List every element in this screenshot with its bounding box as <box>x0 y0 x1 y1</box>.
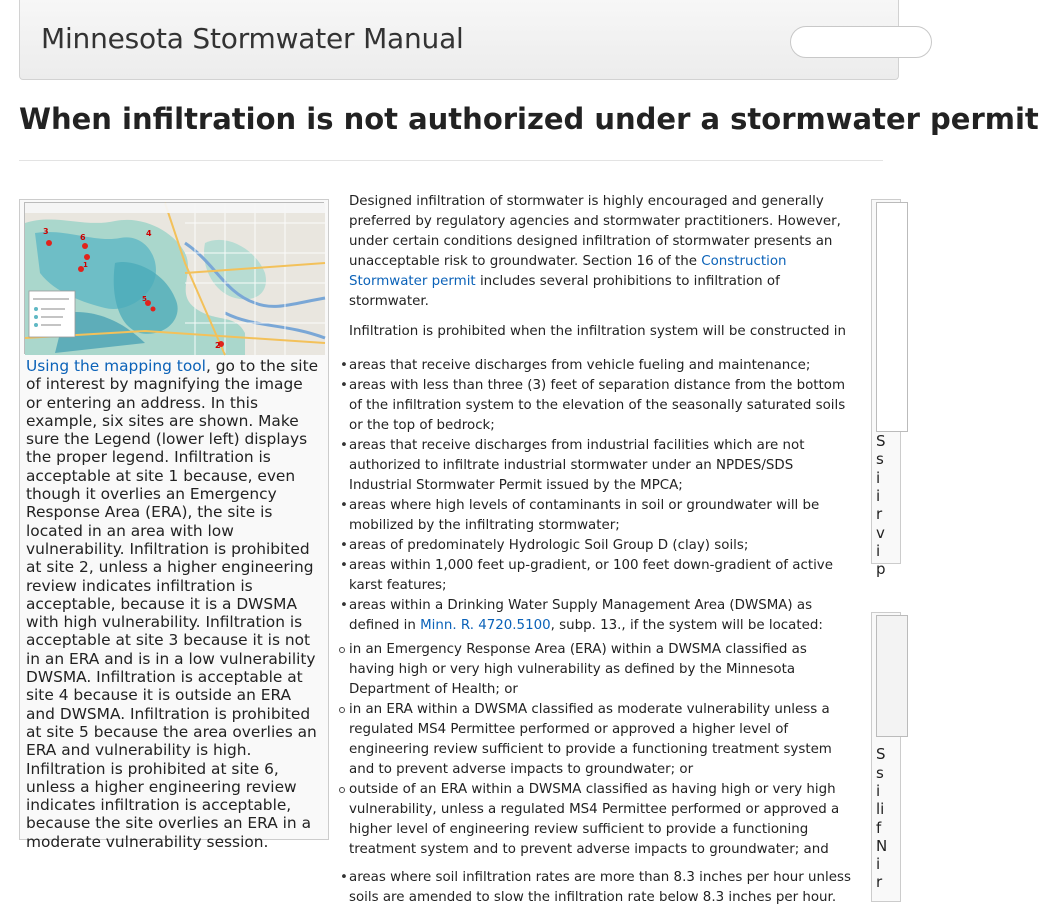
right-caption-fragment: r <box>876 873 883 891</box>
right-caption-fragment: i <box>876 782 881 800</box>
right-caption-fragment: N <box>876 837 888 855</box>
right-caption-fragment: S <box>876 432 886 450</box>
list-item: • areas where high levels of contaminants in soil or groundwater will be mobilized by the infiltrating stormwater; <box>349 496 855 536</box>
right-caption-fragment: p <box>876 560 886 578</box>
sub-list-item: in an ERA within a DWSMA classified as moderate vulnerability unless a regulated MS4 Permittee performed or approved a higher level of engineering review sufficient to provide a functioning treatment system and to prevent adverse impacts to groundwater; or <box>349 700 855 780</box>
caption-text: , go to the site of interest by magnifying the image or entering an address. In this example, six sites are shown. Make sure the Legend (lower left) displays the proper legend. Infiltration is acceptable at site 1 because, even though it overlies an Emergency Response Area (ERA), the site is located in an area with low vulnerability. Infiltration is prohibited at site 2, unless a higher engineering review indicates infiltration is acceptable, because it is a DWSMA with high vulnerability. Infiltration is acceptable at site 3 because it is not in an ERA and is in a low vulnerability DWSMA. Infiltration is acceptable at site 4 because it is outside an ERA and DWSMA. Infiltration is prohibited at site 5 because the area overlies an ERA and vulnerability is high. Infiltration is prohibited at site 6, unless a higher engineering review indicates infiltration is acceptable, because the site overlies an ERA in a moderate vulnerability session. <box>26 357 319 851</box>
list-item: • areas that receive discharges from industrial facilities which are not authorized to infiltrate industrial stormwater under an NPDES/SDS Industrial Stormwater Permit issued by the MPCA; <box>349 436 855 496</box>
right-caption-fragment: i <box>876 542 881 560</box>
right-caption-fragment: i <box>876 855 881 873</box>
map-marker-label: 6 <box>80 233 86 242</box>
mapping-tool-link[interactable]: Using the mapping tool <box>26 357 206 375</box>
right-caption-fragment: r <box>876 505 883 523</box>
right-figure-image-2[interactable] <box>876 615 908 737</box>
site-title-link[interactable]: Minnesota Stormwater Manual <box>41 22 464 55</box>
prohibition-list <box>349 356 855 636</box>
article-body <box>349 192 855 908</box>
construction-permit-link[interactable]: Construction Stormwater permit <box>349 254 787 289</box>
figure-caption <box>26 357 322 851</box>
list-item: • areas of predominately Hydrologic Soil Group D (clay) soils; <box>349 536 855 556</box>
intro-text: Designed infiltration of stormwater is highly encouraged and generally preferred by regulatory agencies and stormwater practitioners. However, under certain conditions designed infiltration of stormwater presents an unacceptable risk to groundwater. Section 16 of the <box>349 194 841 269</box>
page-title: When infiltration is not authorized under a stormwater permit <box>19 102 1039 136</box>
map-marker-label: 2 <box>215 341 221 350</box>
dwsma-sublist <box>349 640 855 860</box>
right-caption-fragment: S <box>876 745 886 763</box>
search-input[interactable] <box>790 26 932 58</box>
list-item: • areas where soil infiltration rates are more than 8.3 inches per hour unless soils are amended to slow the infiltration rate below 8.3 inches per hour. <box>349 868 855 908</box>
intro-text-end: includes several prohibitions to infiltration of stormwater. <box>349 274 780 309</box>
list-item: • areas with less than three (3) feet of separation distance from the bottom of the infiltration system to the elevation of the seasonally saturated soils or the top of bedrock; <box>349 376 855 436</box>
right-caption-fragment: s <box>876 450 884 468</box>
prohibition-intro: Infiltration is prohibited when the infiltration system will be constructed in <box>349 324 846 339</box>
map-marker-label: 3 <box>43 227 49 236</box>
site-header <box>19 0 899 80</box>
map-marker-label: 1 <box>83 261 88 269</box>
right-caption-fragment: v <box>876 524 885 542</box>
list-item: • areas within 1,000 feet up-gradient, or 100 feet down-gradient of active karst features; <box>349 556 855 596</box>
map-image[interactable] <box>24 202 324 354</box>
right-caption-fragment: i <box>876 469 881 487</box>
list-item: • areas that receive discharges from vehicle fueling and maintenance; <box>349 356 855 376</box>
prohibition-list-end <box>349 868 855 908</box>
intro-paragraph <box>349 192 855 312</box>
dwsma-text-end: , subp. 13., if the system will be located: <box>550 618 823 633</box>
figure-thumbnail <box>19 199 329 851</box>
dwsma-text: areas within a Drinking Water Supply Management Area (DWSMA) as defined in <box>349 598 813 633</box>
map-marker-label: 4 <box>146 229 152 238</box>
right-caption-fragment: s <box>876 764 884 782</box>
right-caption-fragment: li <box>876 800 885 818</box>
right-caption-fragment: i <box>876 487 881 505</box>
sub-list-item: in an Emergency Response Area (ERA) within a DWSMA classified as having high or very high vulnerability as defined by the Minnesota Department of Health; or <box>349 640 855 700</box>
map-marker-label: 5 <box>142 295 147 303</box>
title-divider <box>19 160 883 161</box>
right-figure-image[interactable] <box>876 202 908 432</box>
sub-list-item: outside of an ERA within a DWSMA classified as having high or very high vulnerability, unless a regulated MS4 Permittee performed or approved a higher level of engineering review sufficient to provide a functioning treatment system and to prevent adverse impacts to groundwater; and <box>349 780 855 860</box>
minn-rule-link[interactable]: Minn. R. 4720.5100 <box>420 618 551 633</box>
right-caption-fragment: f <box>876 819 882 837</box>
list-item-dwsma <box>349 596 855 636</box>
